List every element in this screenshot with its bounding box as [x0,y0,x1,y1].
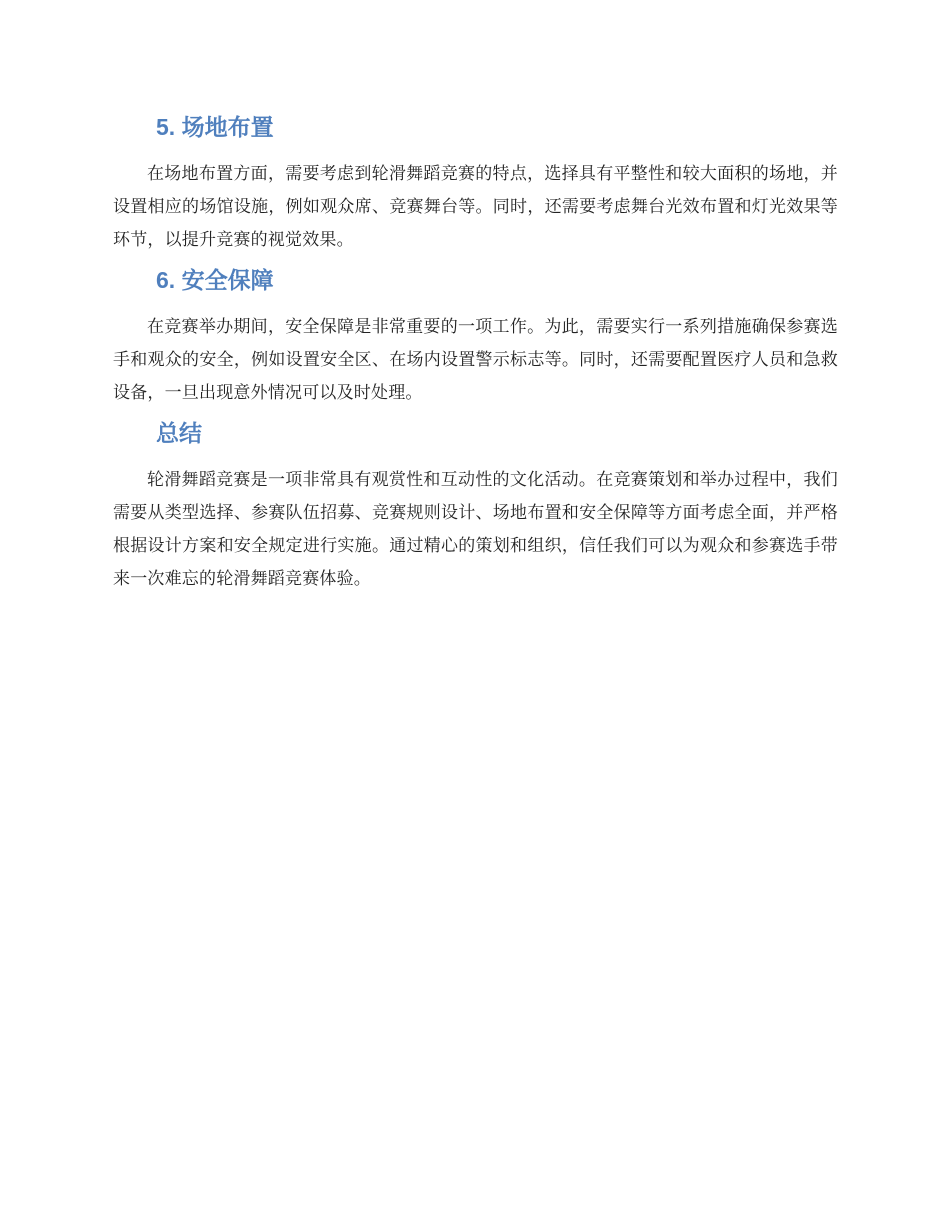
section-heading: 总结 [156,420,202,446]
section-heading: 5. 场地布置 [156,114,274,140]
document-content [113,108,838,596]
section-summary [113,414,838,596]
section-safety [113,261,838,410]
section-paragraph: 在竞赛举办期间，安全保障是非常重要的一项工作。为此，需要实行一系列措施确保参赛选手和观众的安全，例如设置安全区、在场内设置警示标志等。同时，还需要配置医疗人员和急救设备，一旦出现意外情况可以及时处理。 [113,317,838,403]
section-heading: 6. 安全保障 [156,267,274,293]
section-paragraph: 在场地布置方面，需要考虑到轮滑舞蹈竞赛的特点，选择具有平整性和较大面积的场地，并设置相应的场馆设施，例如观众席、竞赛舞台等。同时，还需要考虑舞台光效布置和灯光效果等环节，以提升竞赛的视觉效果。 [113,164,838,250]
section-paragraph: 轮滑舞蹈竞赛是一项非常具有观赏性和互动性的文化活动。在竞赛策划和举办过程中，我们需要从类型选择、参赛队伍招募、竞赛规则设计、场地布置和安全保障等方面考虑全面，并严格根据设计方案和安全规定进行实施。通过精心的策划和组织，信任我们可以为观众和参赛选手带来一次难忘的轮滑舞蹈竞赛体验。 [113,470,838,589]
section-venue-layout [113,108,838,257]
